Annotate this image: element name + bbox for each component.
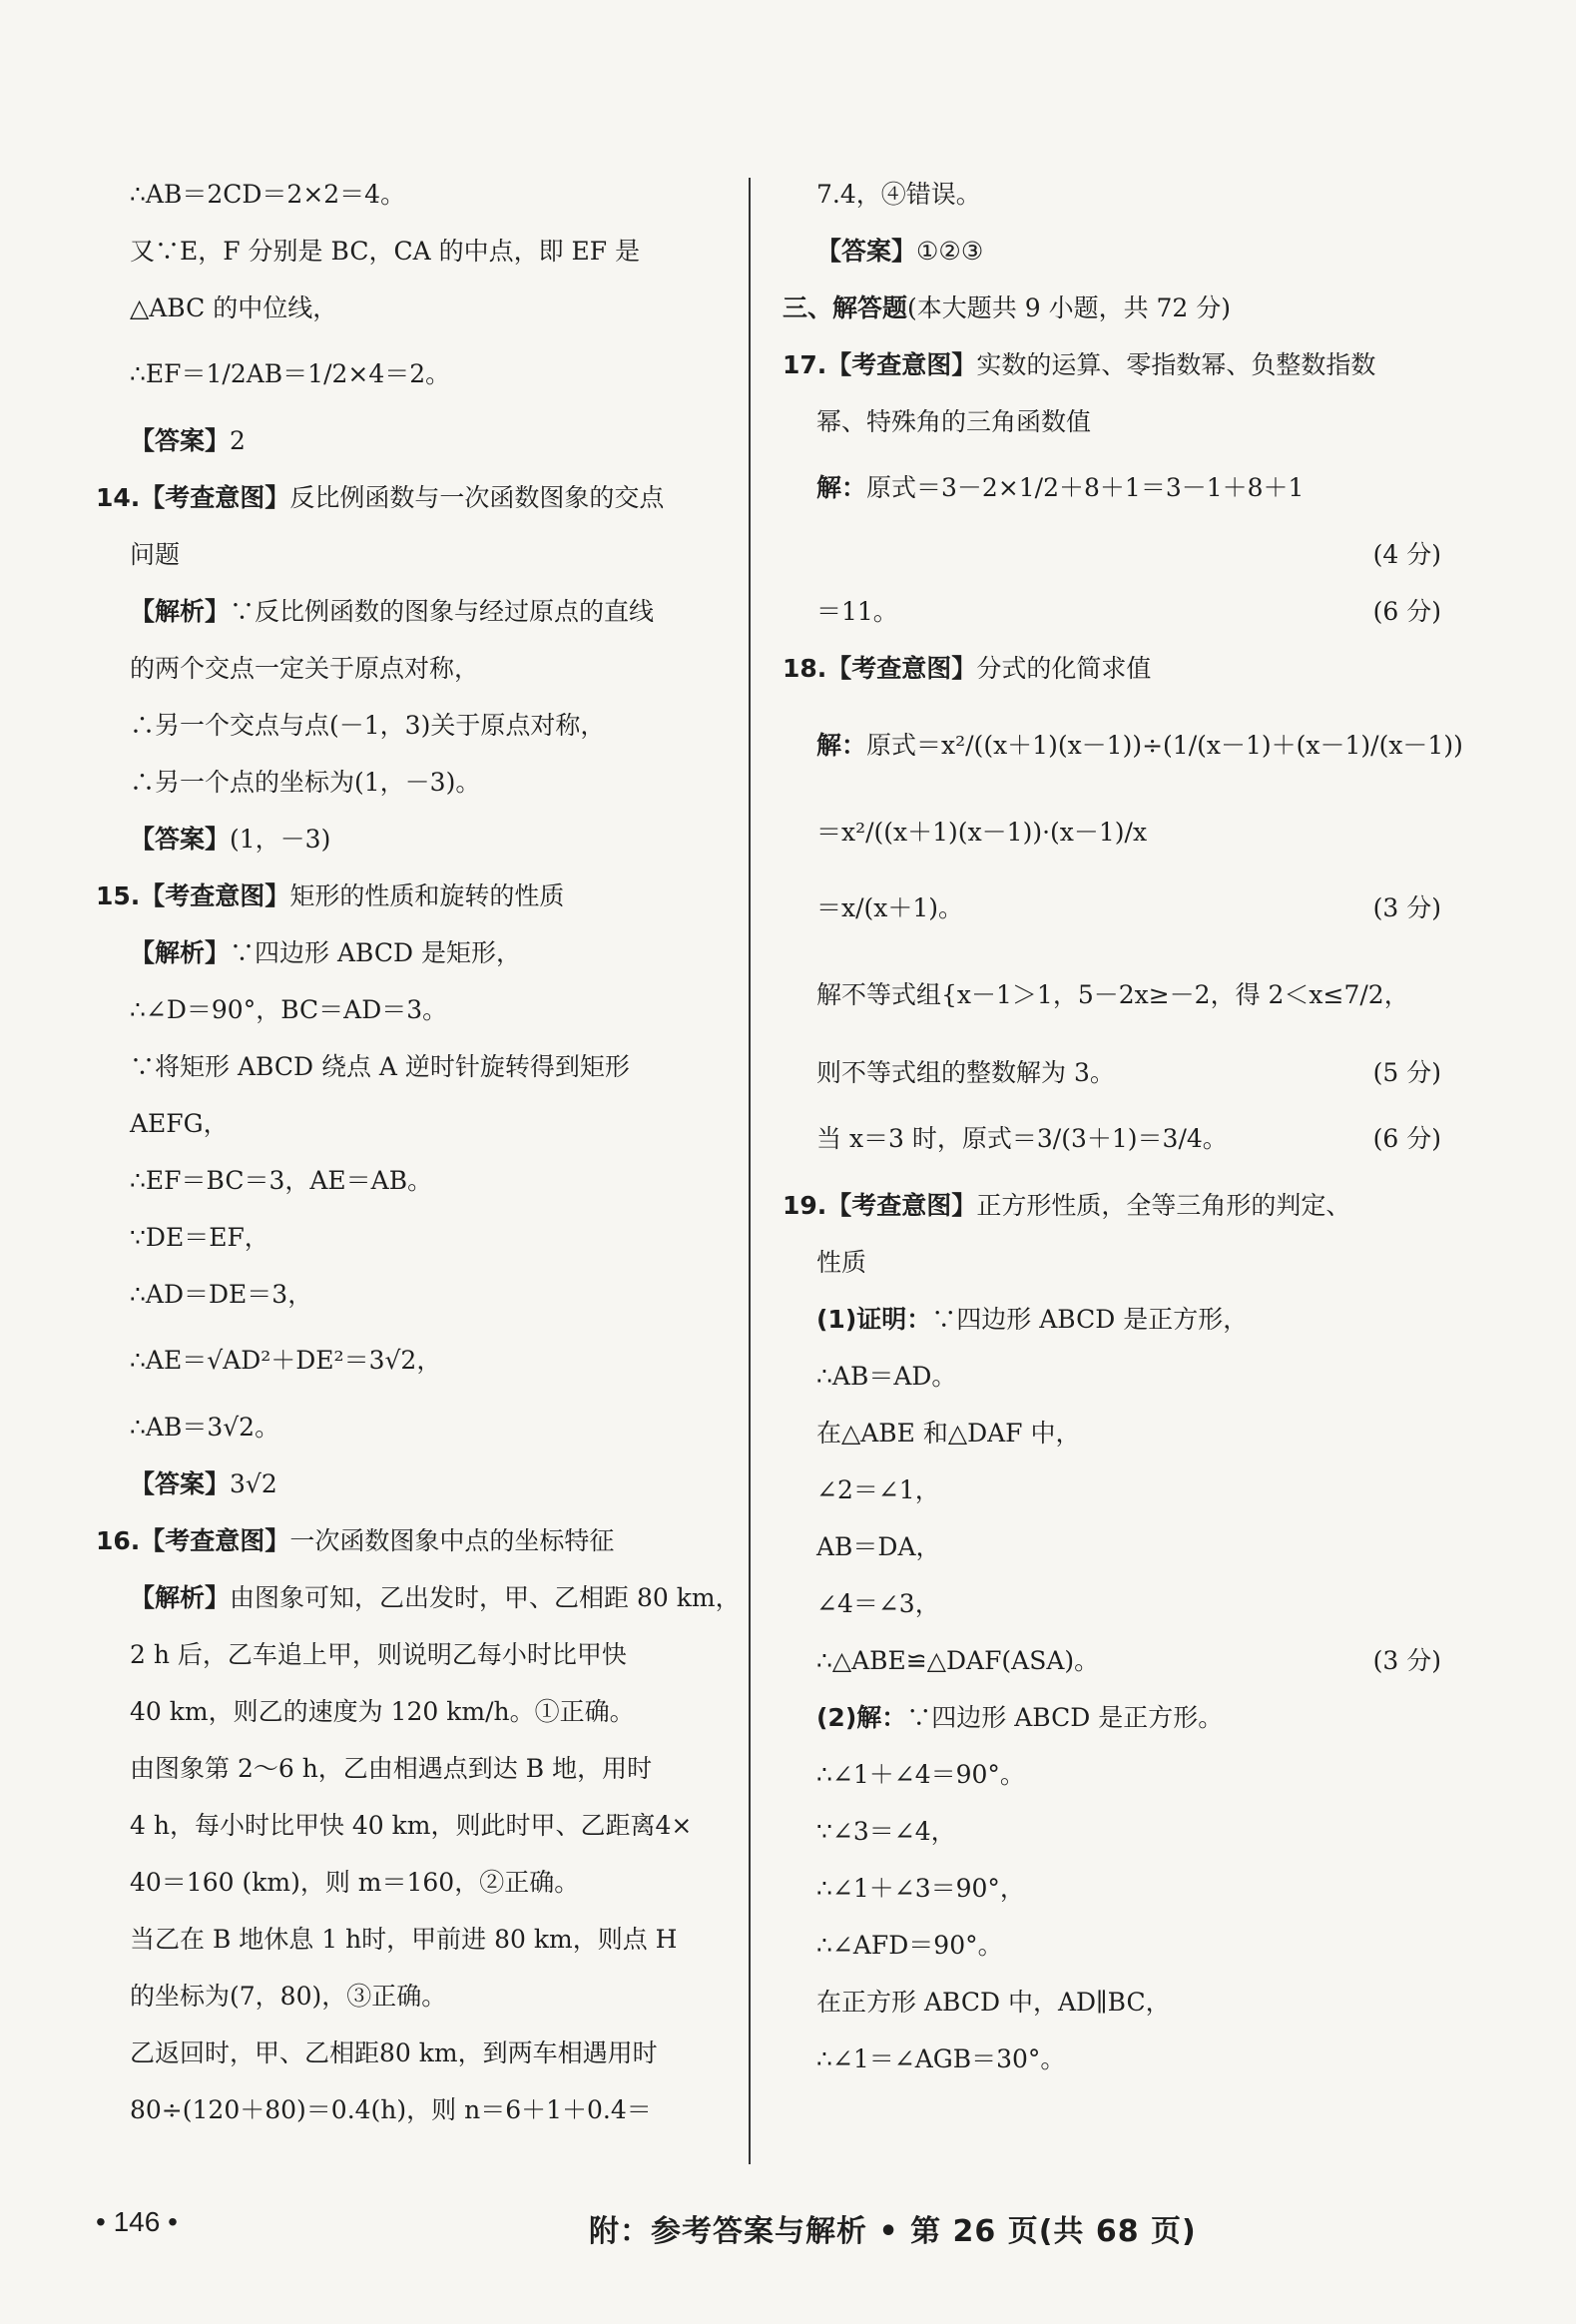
text-line xyxy=(783,1044,1441,1101)
line-text: 性质 xyxy=(816,1248,867,1277)
text-line xyxy=(96,336,725,412)
question-topic: 反比例函数与一次函数图象的交点 xyxy=(289,483,665,512)
line-text: 4 h，每小时比甲快 40 km，则此时甲、乙距离4× xyxy=(130,1811,693,1840)
text-line xyxy=(783,795,1441,871)
text-line xyxy=(783,2031,1441,2087)
line-text: 7.4，④错误。 xyxy=(816,180,981,209)
text-line xyxy=(783,1746,1441,1803)
line-text: ∴∠1＋∠4＝90°。 xyxy=(816,1760,1025,1789)
score-mark: (6 分) xyxy=(1372,1124,1441,1153)
line-text: ∴△ABE≌△DAF(ASA)。 xyxy=(816,1646,1100,1675)
text-line xyxy=(96,1266,725,1323)
line-text: ∴∠1＋∠3＝90°， xyxy=(816,1874,1025,1903)
line-text: ∴∠1＝∠AGB＝30°。 xyxy=(816,2044,1066,2073)
line-text: 在△ABE 和△DAF 中， xyxy=(816,1419,1081,1448)
question-number: 18. xyxy=(783,654,827,683)
line-text: ∴∠AFD＝90°。 xyxy=(816,1931,1003,1960)
label-tag: 【解析】 xyxy=(130,1583,231,1612)
question-heading xyxy=(783,336,1441,393)
question-tag: 【考查意图】 xyxy=(826,350,977,379)
line-text: 3√2 xyxy=(230,1469,277,1498)
text-line xyxy=(96,166,725,223)
left-column xyxy=(96,166,741,2138)
question-heading xyxy=(96,868,725,924)
text-line xyxy=(783,1291,1441,1348)
text-line xyxy=(96,640,725,697)
text-line xyxy=(783,526,1441,583)
text-line xyxy=(783,1803,1441,1860)
text-line xyxy=(96,1854,725,1911)
label-tag: 解： xyxy=(816,473,867,502)
text-line xyxy=(783,450,1441,526)
section-note: (本大题共 9 小题，共 72 分) xyxy=(907,293,1232,322)
line-text: 在正方形 ABCD 中，AD∥BC， xyxy=(816,1988,1171,2017)
line-text: 2 h 后，乙车追上甲，则说明乙每小时比甲快 xyxy=(130,1640,627,1669)
text-line xyxy=(96,1323,725,1399)
line-text: 幂、特殊角的三角函数值 xyxy=(816,407,1092,436)
text-line xyxy=(783,1917,1441,1974)
line-text: ∵四边形 ABCD 是矩形， xyxy=(230,938,521,967)
line-text: 原式＝x²/((x＋1)(x－1))÷(1/(x－1)＋(x－1)/(x－1)) xyxy=(866,731,1463,760)
line-text: 当 x＝3 时，原式＝3/(3＋1)＝3/4。 xyxy=(816,1124,1228,1153)
text-line xyxy=(783,697,1463,795)
label-tag: 【答案】 xyxy=(130,1469,231,1498)
line-text: 2 xyxy=(230,426,246,455)
text-line xyxy=(96,1569,741,1626)
text-line xyxy=(96,1209,725,1266)
section-title: 三、解答题 xyxy=(783,293,908,322)
text-line xyxy=(96,697,725,754)
label-tag: 解： xyxy=(816,731,867,760)
text-line xyxy=(783,1860,1441,1917)
line-text: ∴∠D＝90°，BC＝AD＝3。 xyxy=(130,995,448,1024)
text-line xyxy=(96,2081,725,2138)
line-text: ＝11。 xyxy=(816,597,898,626)
question-tag: 【考查意图】 xyxy=(826,1191,977,1220)
question-tag: 【考查意图】 xyxy=(826,654,977,683)
line-text: ∵四边形 ABCD 是正方形， xyxy=(931,1305,1249,1334)
text-line xyxy=(96,1455,725,1512)
question-number: 16. xyxy=(96,1526,141,1555)
text-line xyxy=(96,1683,725,1740)
question-topic: 矩形的性质和旋转的性质 xyxy=(289,881,565,910)
line-text: 40＝160 (km)，则 m＝160，②正确。 xyxy=(130,1868,580,1897)
line-text: (1，－3) xyxy=(230,825,331,854)
line-text: 的坐标为(7，80)，③正确。 xyxy=(130,1982,447,2011)
line-text: 又∵E，F 分别是 BC，CA 的中点，即 EF 是 xyxy=(130,237,641,266)
text-line xyxy=(783,583,1441,640)
line-text: ∵DE＝EF， xyxy=(130,1223,269,1252)
text-line xyxy=(783,1461,1441,1518)
line-text: ∴AB＝3√2。 xyxy=(130,1413,280,1442)
line-text: ∴另一个交点与点(－1，3)关于原点对称， xyxy=(130,711,606,740)
right-column xyxy=(783,166,1463,2087)
line-text: 乙返回时，甲、乙相距80 km，到两车相遇用时 xyxy=(130,2038,658,2067)
text-line xyxy=(96,1740,725,1797)
line-text: 40 km，则乙的速度为 120 km/h。①正确。 xyxy=(130,1697,635,1726)
text-line xyxy=(96,2025,725,2081)
line-text: ＝x²/((x＋1)(x－1))·(x－1)/x xyxy=(816,818,1148,847)
text-line xyxy=(96,1911,725,1968)
text-line xyxy=(783,1974,1441,2031)
text-line xyxy=(96,280,725,336)
page-footer xyxy=(0,2206,1576,2256)
score-mark: (5 分) xyxy=(1372,1058,1441,1087)
text-line xyxy=(783,1575,1441,1632)
line-text: 当乙在 B 地休息 1 h时，甲前进 80 km，则点 H xyxy=(130,1925,678,1954)
text-line xyxy=(96,526,725,583)
line-text: ∵四边形 ABCD 是正方形。 xyxy=(906,1703,1224,1732)
text-line xyxy=(783,871,1441,946)
question-number: 17. xyxy=(783,350,827,379)
question-tag: 【考查意图】 xyxy=(140,1526,290,1555)
text-line xyxy=(783,1689,1441,1746)
text-line xyxy=(96,1095,725,1152)
line-text: ∠2＝∠1， xyxy=(816,1475,940,1504)
text-line xyxy=(96,754,725,811)
line-text: 80÷(120＋80)＝0.4(h)，则 n＝6＋1＋0.4＝ xyxy=(130,2095,652,2124)
question-topic: 分式的化简求值 xyxy=(976,654,1152,683)
question-heading xyxy=(783,1177,1441,1234)
footer-title: 附：参考答案与解析 • 第 26 页(共 68 页) xyxy=(589,2214,1197,2249)
line-text: ∵将矩形 ABCD 绕点 A 逆时针旋转得到矩形 xyxy=(130,1052,630,1081)
line-text: ∴AB＝2CD＝2×2＝4。 xyxy=(130,180,406,209)
label-tag: 【解析】 xyxy=(130,597,231,626)
question-topic: 一次函数图象中点的坐标特征 xyxy=(289,1526,615,1555)
label-tag: (2)解： xyxy=(816,1703,907,1732)
text-line xyxy=(96,1797,725,1854)
text-line xyxy=(96,223,725,280)
text-line xyxy=(783,1348,1441,1405)
label-tag: 【答案】 xyxy=(130,825,231,854)
question-tag: 【考查意图】 xyxy=(140,881,290,910)
text-line xyxy=(783,223,1441,280)
question-number: 14. xyxy=(96,483,141,512)
question-heading xyxy=(783,640,1441,697)
line-text: ∵∠3＝∠4， xyxy=(816,1817,956,1846)
question-tag: 【考查意图】 xyxy=(140,483,290,512)
text-line xyxy=(96,412,725,469)
question-heading xyxy=(96,469,725,526)
text-line xyxy=(783,393,1441,450)
score-mark: (4 分) xyxy=(1372,540,1441,569)
text-line xyxy=(96,1626,725,1683)
text-line xyxy=(96,583,725,640)
label-tag: (1)证明： xyxy=(816,1305,932,1334)
score-mark: (3 分) xyxy=(1372,893,1441,922)
line-text: ∴另一个点的坐标为(1，－3)。 xyxy=(130,768,481,797)
line-text: AEFG， xyxy=(130,1109,229,1138)
line-text: ∴AB＝AD。 xyxy=(816,1362,957,1391)
line-text: 由图象第 2～6 h，乙由相遇点到达 B 地，用时 xyxy=(130,1754,653,1783)
label-tag: 【解析】 xyxy=(130,938,231,967)
question-number: 19. xyxy=(783,1191,827,1220)
text-line xyxy=(96,811,725,868)
score-mark: (3 分) xyxy=(1372,1646,1441,1675)
text-line xyxy=(96,1038,725,1095)
text-line xyxy=(783,166,1441,223)
line-text: ①②③ xyxy=(916,237,984,266)
text-line xyxy=(783,1518,1441,1575)
line-text: 则不等式组的整数解为 3。 xyxy=(816,1058,1115,1087)
text-line xyxy=(96,1968,725,2025)
line-text: 解不等式组{x－1＞1，5－2x≥－2，得 2＜x≤7/2， xyxy=(816,980,1409,1009)
line-text: 的两个交点一定关于原点对称， xyxy=(130,654,480,683)
label-tag: 【答案】 xyxy=(130,426,231,455)
score-mark: (6 分) xyxy=(1372,597,1441,626)
line-text: 原式＝3－2×1/2＋8＋1＝3－1＋8＋1 xyxy=(866,473,1305,502)
label-tag: 【答案】 xyxy=(816,237,917,266)
line-text: ∴EF＝1/2AB＝1/2×4＝2。 xyxy=(130,359,451,388)
line-text: ＝x/(x＋1)。 xyxy=(816,893,964,922)
line-text: 问题 xyxy=(130,540,181,569)
text-line xyxy=(96,1152,725,1209)
line-text: AB＝DA， xyxy=(816,1532,941,1561)
line-text: ∴EF＝BC＝3，AE＝AB。 xyxy=(130,1166,433,1195)
line-text: ∵反比例函数的图象与经过原点的直线 xyxy=(230,597,655,626)
text-line xyxy=(783,1101,1441,1177)
line-text: ∠4＝∠3， xyxy=(816,1589,940,1618)
line-text: △ABC 的中位线， xyxy=(130,293,338,322)
text-line xyxy=(783,946,1441,1044)
text-line xyxy=(783,1234,1441,1291)
question-topic: 正方形性质，全等三角形的判定、 xyxy=(976,1191,1351,1220)
line-text: ∴AD＝DE＝3， xyxy=(130,1280,313,1309)
question-topic: 实数的运算、零指数幂、负整数指数 xyxy=(976,350,1376,379)
text-line xyxy=(96,981,725,1038)
column-divider xyxy=(749,178,751,2164)
text-line xyxy=(783,1632,1441,1689)
section-heading xyxy=(783,280,1441,336)
question-heading xyxy=(96,1512,725,1569)
line-text: 由图象可知，乙出发时，甲、乙相距 80 km， xyxy=(230,1583,741,1612)
text-line xyxy=(96,924,725,981)
page-number: • 146 • xyxy=(96,2206,178,2237)
text-line xyxy=(96,1399,725,1455)
line-text: ∴AE＝√AD²＋DE²＝3√2， xyxy=(130,1346,442,1375)
text-line xyxy=(783,1405,1441,1461)
question-number: 15. xyxy=(96,881,141,910)
